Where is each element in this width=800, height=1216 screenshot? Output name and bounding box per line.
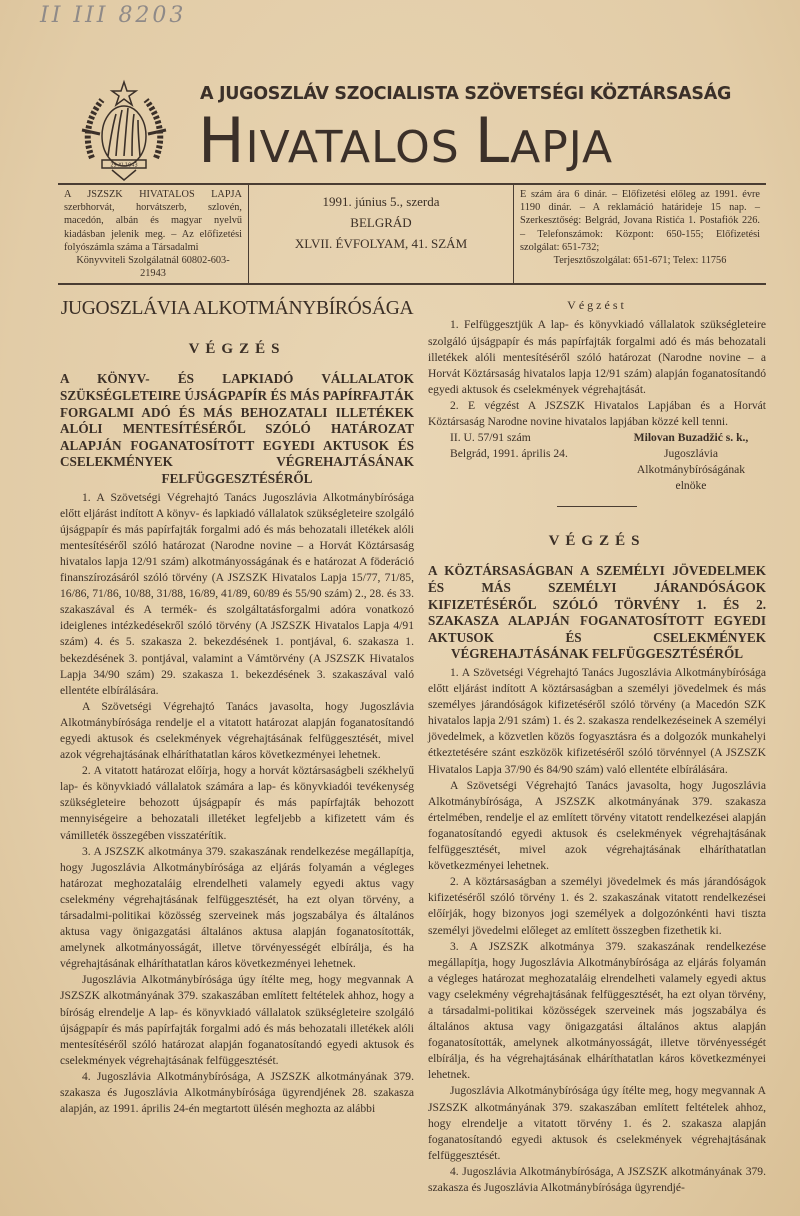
paragraph: 1. Felfüggesztjük A lap- és könyvkiadó vállalatok szükségleteire szolgáló újságpapír és más papírfajták forgalmi adó és más behozatali illetékek alóli mentesítéséről szóló határozat (Narodne novine – a Horvát Köztársaság hivatalos lapja 12/91 szám) alapján foganatosítandó egyedi aktusok és cselekmények végrehajtását. <box>428 318 766 396</box>
paragraph: 1. A Szövetségi Végrehajtó Tanács Jugoszlávia Alkotmánybírósága előtt eljárást indított A köztársaságban a személyi jövedelmek és más személyes járandóságok kifizetéséről szóló törvény (a Macedón SZK hivatalos lapja 2/91 szám) 1. és 2. szakasza rendelkezéseinek A személyi jövedelmek, a közvetlen közös fogyasztásra és a dolgozók munkahelyi étkeztetésére szánt eszközök kifizetéséről szóló törvénnyel (A JSZSZK Hivatalos Lapja 37/90 és 84/90 szám) való ellentéte elbírálására. <box>428 666 766 776</box>
issue-date: 1991. június 5., szerda <box>322 194 440 209</box>
place-date: Belgrád, 1991. április 24. <box>450 447 568 461</box>
paragraph: A Szövetségi Végrehajtó Tanács javasolta, hogy Jugoszlávia Alkotmánybírósága rendelje el a vitatott határozat alapján foganatosítandó egyedi aktusok és cselekmények végrehajtásának felfüggesztését, mivel azok végrehajtásának elháríthatatlan káros következményei lehetnek. <box>60 699 414 762</box>
masthead-kicker: A JUGOSZLÁV SZOCIALISTA SZÖVETSÉGI KÖZTÁRSASÁG <box>200 84 732 104</box>
paragraph: 2. A vitatott határozat előírja, hogy a horvát köztársaságbeli székhelyű lap- és könyvkiadó vállalatok számára a lap- és könyvkiadói tevékenység szükségleteire behozott újságpapír és más papírfajták behozott mennyiségeire a behozatali illetéket legfeljebb a kifizetett vám és vámilleték összegében visszatérítik. <box>60 764 414 842</box>
paragraph: 1. A Szövetségi Végrehajtó Tanács Jugoszlávia Alkotmánybírósága előtt eljárást indított A könyv- és lapkiadó vállalatok szükségleteire szolgáló újságpapír és más papírfajták forgalmi adó és más behozatali illetékek alóli mentesítéséről szóló határozat (Narodne novine – a Horvát Köztársaság hivatalos lapja 12/91 szám) alkotmányosságának és e határozat A föderáció finanszírozásáról szóló törvény (A JSZSZK Hivatalos Lapja 15/77, 71/85, 16/86, 71/86, 10/88, 31/88, 16/89, 41/89, 60/89 és 55/90 szám) 2., 28. és 33. szakaszával és A termék- és szolgáltatásforgalmi adóra vonatkozó ideiglenes intézkedésekről szóló törvény (A JSZSZK Hivatalos Lapja 4/91 szám) 4. és 5. szakasza 2. bekezdésének 1. pontjával, 6. szakasza 1. bekezdésének 3. pontjával, valamint a Vámtörvény (A JSZSZK Hivatalos Lapja 34/90 szám) 29. szakasza 1. bekezdésének 3. szakaszával való ellentéte elbírálására. <box>60 490 414 697</box>
masthead-title: HIVATALOS LAPJA <box>198 104 614 177</box>
issue-number: XLVII. ÉVFOLYAM, 41. SZÁM <box>294 236 468 251</box>
paragraph: 4. Jugoszlávia Alkotmánybírósága, A JSZSZK alkotmányának 379. szakasza és Jugoszlávia Alkotmánybírósága ügyrendjének 28. szakasza alapján, az 1991. április 24-én megtartott ülésén meghozta az alábbi <box>60 1069 414 1116</box>
paragraph: 2. A köztársaságban a személyi jövedelmek és más járandóságok kifizetéséről szóló törvény 1. és 2. szakaszának vitatott rendelkezései előírják, hogy bizonyos jogi személyek a dolgozónkénti havi tiszta személyi jövedelmi előleget az említett összegben fizethetik ki. <box>428 875 766 937</box>
signature-block <box>428 430 766 494</box>
signer-title: Alkotmánybíróságának <box>636 463 746 477</box>
signer-title: elnöke <box>675 479 707 493</box>
right-column <box>428 297 766 1196</box>
decree-body <box>60 490 414 1118</box>
paragraph: 3. A JSZSZK alkotmánya 379. szakaszának rendelkezése megállapítja, hogy Jugoszlávia Alkotmánybírósága az eljárás folyamán a végleges határozat meghozataláig elrendelheti valamely egyedi aktus vagy cselekmény végrehajtásának felfüggesztését, ha ezt olyan törvény, a társadalmi-politikai közösségek szerveinek más jogszabálya és általános aktusa vagy önigazgatási általános aktus alapján foganatosították, amelynek alkotmányosságát, illetve törvényességét elbírálja, és ha végrehajtásának elháríthatatlan káros következményei lehetnek. <box>428 939 766 1082</box>
paragraph: 4. Jugoszlávia Alkotmánybírósága, A JSZSZK alkotmányának 379. szakasza és Jugoszlávia Alkotmánybírósága ügyrendjé- <box>428 1164 766 1195</box>
price-contact-info: E szám ára 6 dinár. – Előfizetési előleg az 1991. évre 1190 dinár. – A reklamáció határideje 15 nap. – Szerkesztőség: Belgrád, Jovana Ristića 1. Postafiók 226. – Telefonszámok: Központ: 650-155; Előfizetési szolgálat: 651-732; Terjesztőszolgálat: 651-671; Telex: 11756 <box>520 189 760 267</box>
divider <box>557 506 637 507</box>
signer-name: Milovan Buzadžić s. k., <box>633 431 749 445</box>
signer-title: Jugoszlávia <box>663 447 719 461</box>
ruling-body <box>428 317 766 430</box>
issue-details <box>248 185 514 283</box>
paragraph: A Szövetségi Végrehajtó Tanács javasolta, hogy Jugoszlávia Alkotmánybírósága, A JSZSZK alkotmányának 379. szakasza értelmében, rendelje el az említett törvény vitatott rendelkezései alapján foganatosítandó egyedi aktusok és cselekmények végrehajtásának felfüggesztését, mivel azok végrehajtásának elháríthatatlan következményei lehetnek. <box>428 778 766 873</box>
ruling-title: Végzést <box>567 298 627 313</box>
section-title-2: VÉGZÉS <box>548 533 646 550</box>
case-number: II. U. 57/91 szám <box>450 431 531 445</box>
issue-city: BELGRÁD <box>350 215 412 230</box>
paragraph: 2. E végzést A JSZSZK Hivatalos Lapjában és a Horvát Köztársaság Narodne novine hivatalos lapjában közzé kell tenni. <box>428 398 766 428</box>
publication-info: A JSZSZK HIVATALOS LAPJA szerbhorvát, horvátszerb, szlovén, macedón, albán és magyar nyelvű kiadásban jelenik meg. – Az előfizetési folyószámla száma a Társadalmi Könyvviteli Szolgálatnál 60802-603-21943 <box>64 189 242 280</box>
paragraph: Jugoszlávia Alkotmánybírósága úgy ítélte meg, hogy megvannak A JSZSZK alkotmányának 379. szakaszában említett feltételek ahhoz, hogy elrendelje a vitatott törvény 1. és 2. szakasza alapján foganatosítandó egyedi aktusok és cselekmények végrehajtásának felfüggesztését. <box>428 1084 766 1162</box>
paragraph: Jugoszlávia Alkotmánybírósága úgy ítélte meg, hogy megvannak A JSZSZK alkotmányának 379. szakaszában említett feltételek ahhoz, hogy a bíróság elrendelje A lap- és könyvkiadó vállalatok szükségleteire szolgáló újságpapír és más papírfajták forgalmi adó és más behozatali illetékek alóli mentesítéséről szóló határozat alapján foganatosítandó egyedi aktusok és cselekmények végrehajtásának felfüggesztését. <box>60 973 414 1067</box>
issue-info-bar <box>58 183 766 285</box>
decree-heading-2: A KÖZTÁRSASÁGBAN A SZEMÉLYI JÖVEDELMEK ÉS MÁS SZEMÉLYI JÁRANDÓSÁGOK KIFIZETÉSÉRŐL SZÓLÓ TÖRVÉNY 1. ÉS 2. SZAKASZA ALAPJÁN FOGANATOSÍTOTT EGYEDI AKTUSOK ÉS CSELEKMÉNYEK VÉGREHAJTÁSÁNAK FELFÜGGESZTÉSÉRŐL <box>428 563 766 662</box>
court-title: JUGOSZLÁVIA ALKOTMÁNYBÍRÓSÁGA <box>60 298 414 320</box>
left-column <box>60 297 414 1196</box>
decree-body-2 <box>428 665 766 1196</box>
paragraph: 3. A JSZSZK alkotmánya 379. szakaszának rendelkezése megállapítja, hogy Jugoszlávia Alkotmánybírósága az eljárás folyamán a végleges határozat meghozataláig elrendelheti valamely egyedi aktus vagy cselekmény végrehajtásának felfüggesztését, ha ezt olyan törvény, a társadalmi-politikai közösség szerveinek más jogszabálya és általános aktusa vagy önigazgatási általános aktusa alapján foganatosították, amelynek alkotmányosságát, illetve törvényességét elbírálja, és ha végrehajtásának elháríthatatlan káros következményei lehetnek. <box>60 844 414 971</box>
section-title: VÉGZÉS <box>188 341 286 358</box>
decree-heading: A KÖNYV- ÉS LAPKIADÓ VÁLLALATOK SZÜKSÉGLETEIRE ÚJSÁGPAPÍR ÉS MÁS PAPÍRFAJTÁK FORGALMI ADÓ ÉS MÁS BEHOZATALI ILLETÉKEK ALÓLI MENTESÍTÉSÉRŐL SZÓLÓ HATÁROZAT ALAPJÁN FOGANATOSÍTOTT EGYEDI AKTUSOK ÉS CSELEKMÉNYEK VÉGREHAJTÁSÁNAK FELFÜGGESZTÉSÉRŐL <box>60 371 414 486</box>
handwritten-note: II III 8203 <box>40 3 187 28</box>
emblem-date: 29-XI-1943 <box>110 162 138 169</box>
columns <box>58 297 766 1216</box>
